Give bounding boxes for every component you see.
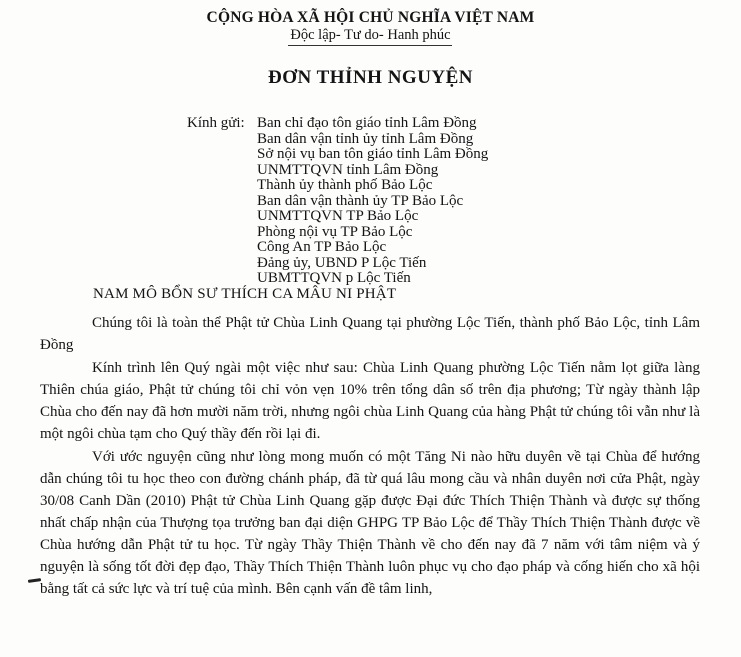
recipient-item: UNMTTQVN TP Bảo Lộc: [257, 208, 419, 224]
recipient-item: Sở nội vụ ban tôn giáo tỉnh Lâm Đồng: [257, 146, 489, 162]
country-header: CỘNG HÒA XÃ HỘI CHỦ NGHĨA VIỆT NAM: [206, 9, 535, 26]
salutation: NAM MÔ BỔN SƯ THÍCH CA MÂU NI PHẬT: [93, 286, 397, 302]
motto-underline: [288, 45, 452, 46]
document-title: ĐƠN THỈNH NGUYỆN: [267, 67, 474, 88]
recipients-label: Kính gửi:: [187, 115, 245, 131]
recipient-item: UBMTTQVN p Lộc Tiến: [257, 270, 411, 286]
recipient-item: Ban chỉ đạo tôn giáo tỉnh Lâm Đồng: [257, 115, 477, 131]
recipient-item: Đảng ủy, UBND P Lộc Tiến: [257, 254, 427, 271]
recipient-item: Phòng nội vụ TP Bảo Lộc: [257, 223, 413, 240]
paragraph: Kính trình lên Quý ngài một việc như sau: Chùa Linh Quang phường Lộc Tiến nằm lọt giữa làng Thiên chúa giáo, Phật tử chúng tôi chỉ vỏn vẹn 10% trên tổng dân số trên địa phương; Từ ngày thành lập Chùa cho đến nay đã hơn mười năm trời, nhưng ngôi chùa Linh Quang của hàng Phật tử chúng tôi vẫn như là một ngôi chùa tạm cho Quý thầy đến rồi lại đi.: [40, 360, 700, 442]
paragraph: Với ước nguyện cũng như lòng mong muốn có một Tăng Ni nào hữu duyên về tại Chùa để hướng dẫn chúng tôi tu học theo con đường chánh pháp, đã từ quá lâu mong cầu và nhân duyên nơi cửa Phật, ngày 30/08 Canh Dần (2010) Phật tử Chùa Linh Quang gặp được Đại đức Thích Thiện Thành và được sự thống nhất chấp nhận của Thượng tọa trưởng ban đại diện GHPG TP Bảo Lộc để Thầy Thích Thiện Thành được về Chùa hướng dẫn Phật tử tu học. Từ ngày Thầy Thiện Thành về cho đến nay đã 7 năm với tâm niệm và ý nguyện là sống tốt đời đẹp đạo, Thầy Thích Thiện Thành luôn phục vụ cho đạo pháp và cống hiến cho xã hội bằng tất cả sức lực và trí tuệ của mình. Bên cạnh vấn đề tâm linh,: [40, 449, 700, 597]
recipient-item: UNMTTQVN tỉnh Lâm Đồng: [257, 161, 439, 178]
recipient-item: Ban dân vận thành ủy TP Bảo Lộc: [257, 192, 464, 209]
recipient-item: Ban dân vận tỉnh ủy tỉnh Lâm Đồng: [257, 130, 474, 147]
recipient-item: Công An TP Bảo Lộc: [257, 239, 387, 255]
recipients-list: [257, 116, 657, 287]
national-motto: Độc lập- Tư do- Hanh phúc: [290, 27, 451, 43]
recipient-item: Thành ủy thành phố Bảo Lộc: [257, 177, 433, 193]
body-text: [40, 312, 700, 600]
paragraph: Chúng tôi là toàn thể Phật tử Chùa Linh Quang tại phường Lộc Tiến, thành phố Bảo Lộc, tỉnh Lâm Đồng: [40, 315, 700, 353]
